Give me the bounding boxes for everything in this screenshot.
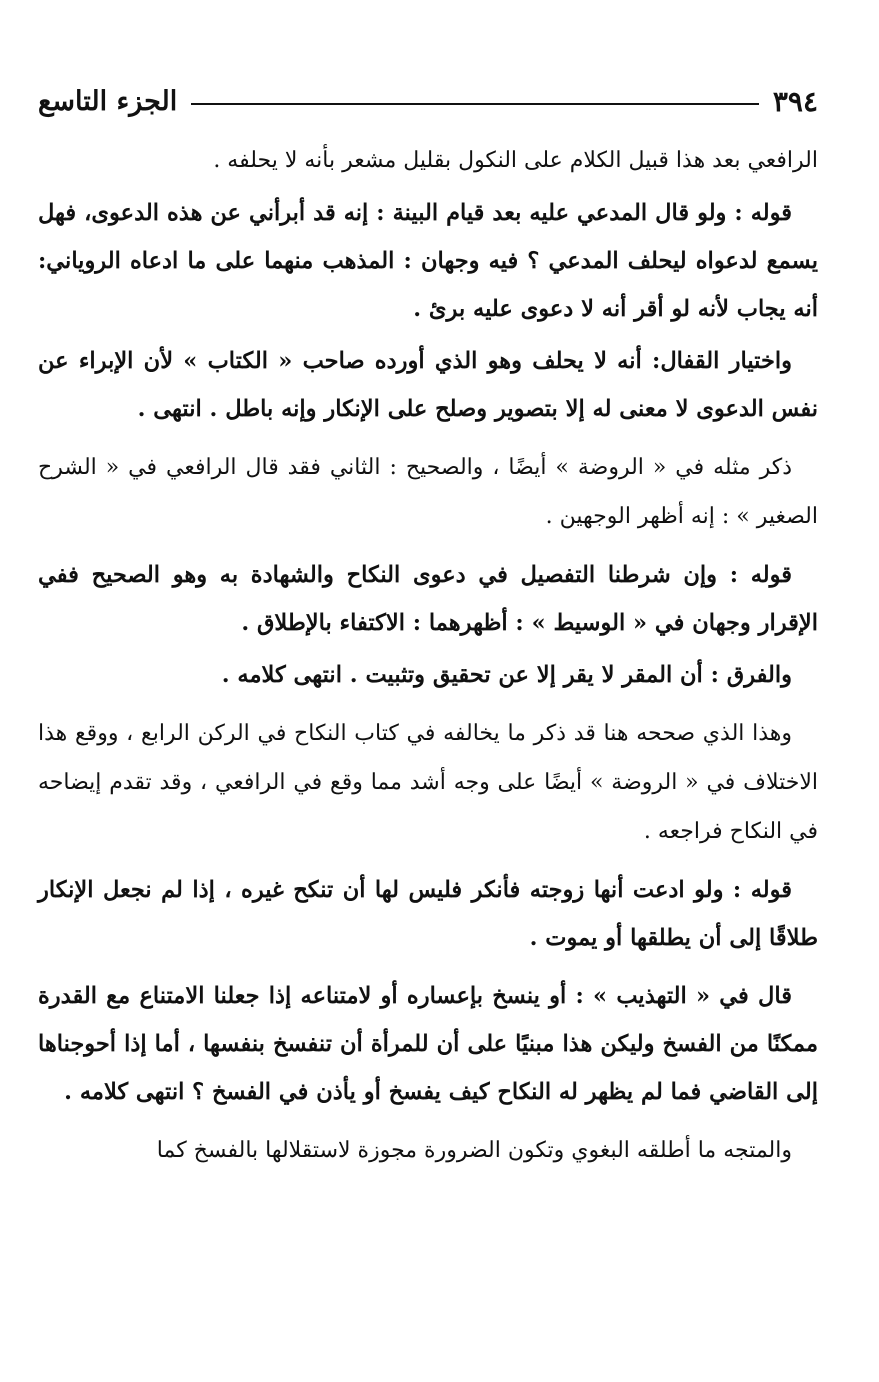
page-body (38, 136, 818, 1175)
page-header (38, 78, 818, 124)
running-title: الجزء التاسع (38, 85, 178, 117)
paragraph-10: والمتجه ما أطلقه البغوي وتكون الضرورة مجوزة لاستقلالها بالفسخ كما (156, 1138, 792, 1163)
paragraph-3: واختيار القفال: أنه لا يحلف وهو الذي أورده صاحب « الكتاب » لأن الإبراء عن نفس الدعوى لا معنى له إلا بتصوير وصلح على الإنكار وإنه باطل . انتهى . (38, 348, 818, 422)
paragraph-2: قوله : ولو قال المدعي عليه بعد قيام البينة : إنه قد أبرأني عن هذه الدعوى، فهل يسمع لدعواه ليحلف المدعي ؟ فيه وجهان : المذهب منهما على ما ادعاه الروياني: أنه يجاب لأنه لو أقر أنه لا دعوى عليه برئ . (38, 200, 818, 322)
paragraph-4: ذكر مثله في « الروضة » أيضًا ، والصحيح : الثاني فقد قال الرافعي في « الشرح الصغير » : إنه أظهر الوجهين . (38, 455, 818, 529)
paragraph-5: قوله : وإن شرطنا التفصيل في دعوى النكاح والشهادة به وهو الصحيح ففي الإقرار وجهان في « الوسيط » : أظهرهما : الاكتفاء بالإطلاق . (38, 562, 818, 636)
paragraph-7: وهذا الذي صححه هنا قد ذكر ما يخالفه في كتاب النكاح في الركن الرابع ، ووقع هذا الاختلاف في « الروضة » أيضًا على وجه أشد مما وقع في الرافعي ، وقد تقدم إيضاحه في النكاح فراجعه . (38, 721, 818, 844)
page-number: ٣٩٤ (772, 84, 818, 118)
paragraph-8: قوله : ولو ادعت أنها زوجته فأنكر فليس لها أن تنكح غيره ، إذا لم نجعل الإنكار طلاقًا إلى أن يطلقها أو يموت . (38, 877, 818, 951)
paragraph-1: الرافعي بعد هذا قبيل الكلام على النكول بقليل مشعر بأنه لا يحلفه . (213, 148, 818, 173)
paragraph-9: قال في « التهذيب » : أو ينسخ بإعساره أو لامتناعه إذا جعلنا الامتناع مع القدرة ممكنًا من الفسخ وليكن هذا مبنيًا على أن للمرأة أن تنفسخ بنفسها ، أما إذا أحوجناها إلى القاضي فما لم يظهر له النكاح كيف يفسخ أو يأذن في الفسخ ؟ انتهى كلامه . (38, 983, 818, 1105)
paragraph-6: والفرق : أن المقر لا يقر إلا عن تحقيق وتثبيت . انتهى كلامه . (221, 662, 792, 688)
header-rule (191, 103, 759, 105)
